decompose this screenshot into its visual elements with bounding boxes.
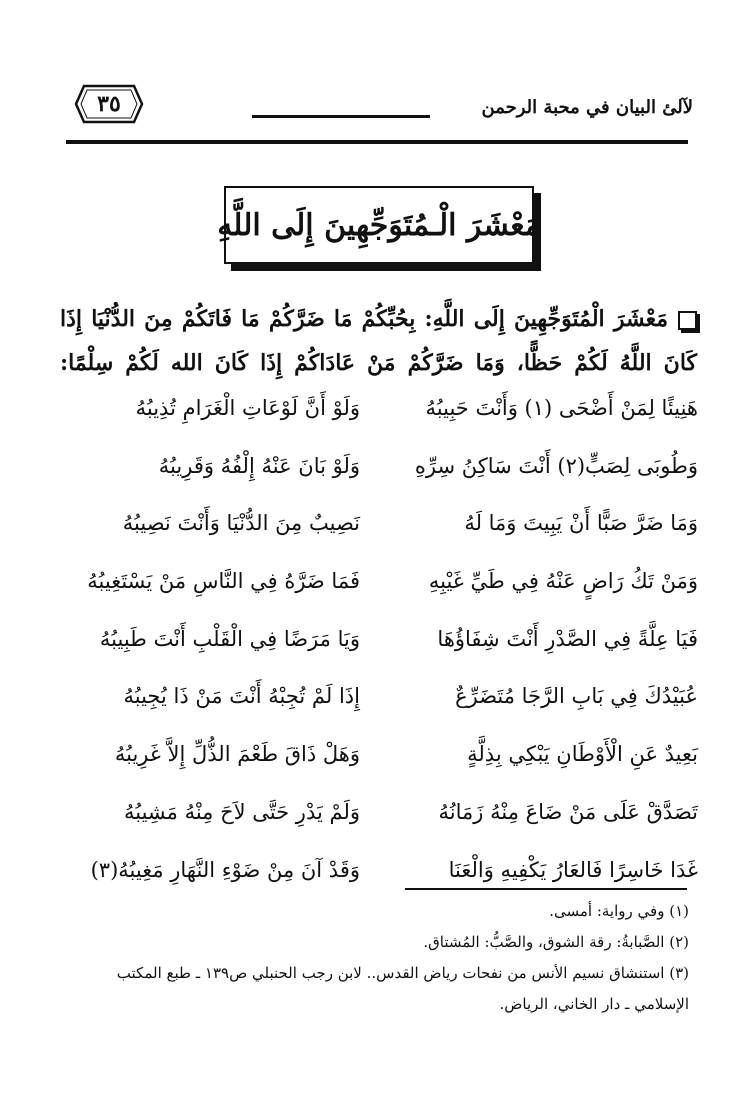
footnote-1: (١) وفي رواية: أمسى. [549, 902, 689, 920]
page-number: ٣٥ [97, 91, 121, 117]
header-divider [66, 140, 688, 144]
footnote-divider [405, 888, 687, 890]
verse-first-hemistich: غَدَا خَاسِرًا فَالعَارُ يَكْفِيهِ وَالْعَنَا [448, 857, 698, 882]
book-title: لآلئ البيان في محبة الرحمن [481, 97, 693, 118]
verse-first-hemistich: وَمَا ضَرَّ صَبًّا أَنْ يَبِيتَ وَمَا لَهُ [464, 511, 698, 536]
verse-3 [60, 499, 700, 557]
footnote-2: (٢) الصَّبابةُ: رقة الشوق، والصَّبُّ: المُشتاق. [423, 933, 689, 951]
verse-first-hemistich: فَيَا عِلَّةً فِي الصَّدْرِ أَنْتَ شِفَاؤُهَا [437, 626, 698, 651]
verse-second-hemistich: وَلَمْ يَدْرِ حَتَّى لاَحَ مِنْهُ مَشِيبُهُ [123, 799, 360, 824]
verse-second-hemistich: وَهَلْ ذَاقَ طَعْمَ الذُّلِّ إِلاَّ غَرِيبُهُ [114, 742, 360, 767]
verse-first-hemistich: وَطُوبَى لِصَبٍّ(٢) أَنْتَ سَاكِنُ سِرِّهِ [414, 453, 698, 478]
verse-first-hemistich: عُبَيْدُكَ فِي بَابِ الرَّجَا مُتَضَرِّعٌ [455, 684, 698, 709]
verse-4 [60, 557, 700, 615]
verse-1 [60, 384, 700, 442]
page-header [0, 0, 755, 150]
footnotes [60, 896, 689, 1020]
intro-line-1: مَعْشَرَ الْمُتَوَجِّهِينَ إِلَى اللَّهِ: بِحُبِّكُمْ مَا ضَرَّكُمْ مَا فَاتَكُمْ مِنَ الدُّنْيَا إِذَا [60, 297, 697, 341]
header-divider-short [252, 115, 430, 118]
section-title: مَعْشَرَ الْـمُتَوَجِّهِينَ إِلَى اللَّهِ [217, 207, 541, 243]
intro-line-2: كَانَ اللَّهُ لَكُمْ حَظًّا، وَمَا ضَرَّكُمْ مَنْ عَادَاكُمْ إِذَا كَانَ الله لَكُمْ سِلْمًا: [60, 350, 697, 376]
verse-second-hemistich: وَلَوْ أَنَّ لَوْعَاتِ الْغَرَامِ تُذِيبُهُ [135, 396, 360, 420]
verse-second-hemistich: وَقَدْ آنَ مِنْ ضَوْءِ النَّهَارِ مَغِيبُهُ(٣) [90, 857, 360, 882]
page-number-badge [72, 82, 146, 126]
verse-9 [60, 846, 700, 904]
verse-second-hemistich: إِذَا لَمْ تُجِبْهُ أَنْتَ مَنْ ذَا يُجِيبُهُ [123, 684, 360, 709]
verse-first-hemistich: وَمَنْ تَكُ رَاضٍ عَنْهُ فِي طَيِّ غَيْبِهِ [428, 569, 698, 594]
verse-5 [60, 615, 700, 673]
verse-first-hemistich: تَصَدَّقْ عَلَى مَنْ ضَاعَ مِنْهُ زَمَانُهُ [438, 799, 698, 824]
footnote-3: (٣) استنشاق نسيم الأنس من نفحات رياض القدس.. لابن رجب الحنبلي ص١٣٩ ـ طبع المكتب الإسلامي ـ دار الخاني، الرياض. [116, 964, 689, 1013]
verse-first-hemistich: هَنِيئًا لِمَنْ أَضْحَى (١) وَأَنْتَ حَبِيبُهُ [425, 396, 698, 420]
intro-paragraph [60, 297, 697, 385]
verse-second-hemistich: وَيَا مَرَضًا فِي الْقَلْبِ أَنْتَ طَبِيبُهُ [99, 626, 360, 651]
verse-second-hemistich: فَمَا ضَرَّهُ فِي النَّاسِ مَنْ يَسْتَغِيبُهُ [87, 569, 360, 594]
verse-2 [60, 442, 700, 500]
verse-8 [60, 788, 700, 846]
poem [60, 384, 700, 903]
verse-second-hemistich: نَصِيبٌ مِنَ الدُّنْيَا وَأَنْتَ نَصِيبُهُ [122, 511, 360, 536]
section-title-box [217, 186, 541, 264]
verse-second-hemistich: وَلَوْ بَانَ عَنْهُ إِلْفُهُ وَقَرِيبُهُ [158, 453, 360, 478]
square-bullet-icon [678, 311, 697, 330]
verse-6 [60, 672, 700, 730]
verse-7 [60, 730, 700, 788]
verse-first-hemistich: بَعِيدٌ عَنِ الْأَوْطَانِ يَبْكِي بِذِلَّةٍ [467, 742, 698, 767]
